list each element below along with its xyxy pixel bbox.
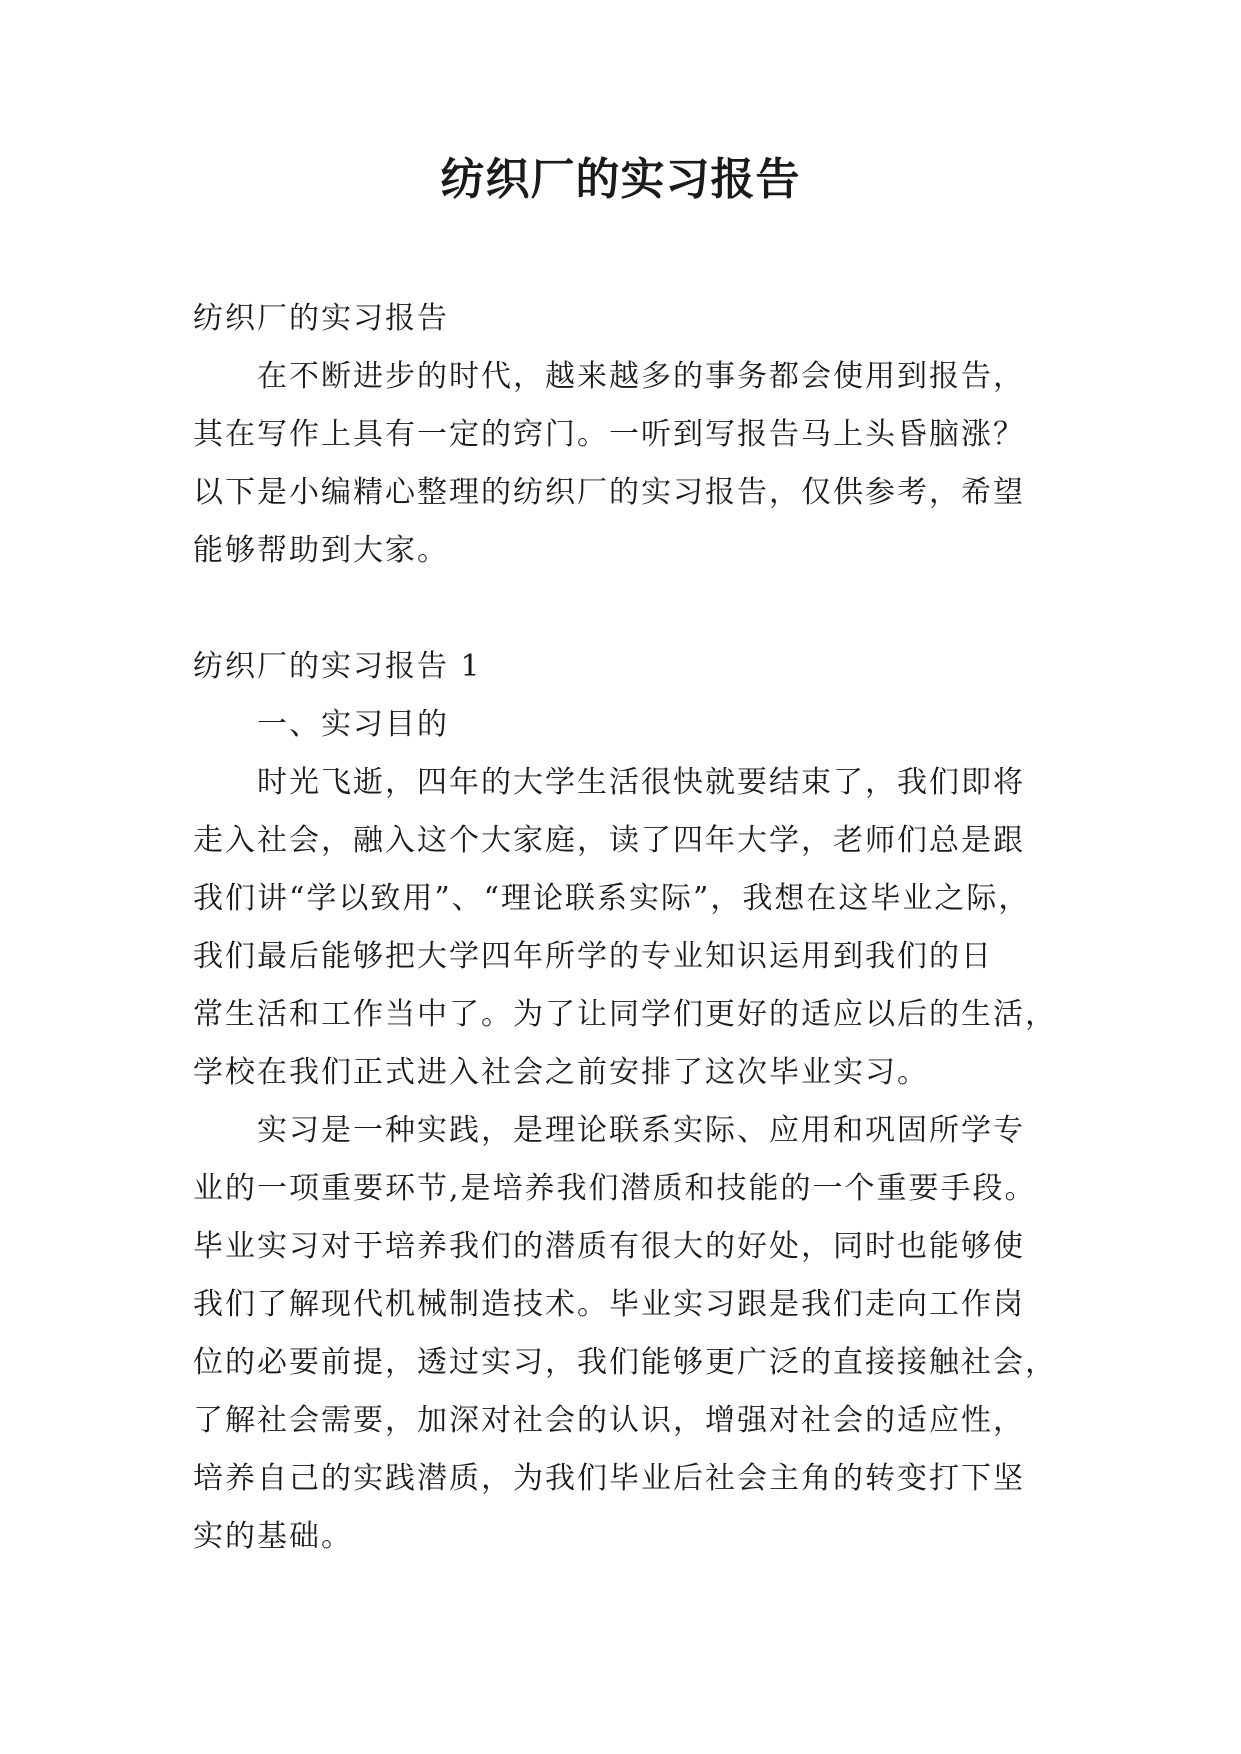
paragraph-line: 其在写作上具有一定的窍门。一听到写报告马上头昏脑涨？	[193, 417, 1025, 452]
section-heading: 纺织厂的实习报告 1	[193, 649, 482, 684]
paragraph-line: 能够帮助到大家。	[193, 533, 449, 568]
paragraph-line: 在不断进步的时代，越来越多的事务都会使用到报告，	[257, 359, 1025, 394]
paragraph-purpose-2	[193, 1102, 1078, 1566]
paragraph-line: 我们了解现代机械制造技术。毕业实习跟是我们走向工作岗	[193, 1287, 1025, 1322]
paragraph-purpose-1	[193, 754, 1078, 1102]
paragraph-line: 走入社会，融入这个大家庭，读了四年大学，老师们总是跟	[193, 823, 1025, 858]
paragraph-line: 我们讲“学以致用”、“理论联系实际”，我想在这毕业之际，	[193, 881, 1031, 916]
blank-line	[193, 580, 1078, 638]
paragraph-line: 业的一项重要环节,是培养我们潜质和技能的一个重要手段。	[193, 1171, 1037, 1206]
document-title: 纺织厂的实习报告	[440, 154, 801, 205]
paragraph-line: 位的必要前提，透过实习，我们能够更广泛的直接接触社会，	[193, 1345, 1057, 1380]
paragraph-line: 学校在我们正式进入社会之前安排了这次毕业实习。	[193, 1055, 929, 1090]
subsection-heading: 一、实习目的	[257, 707, 449, 742]
document-subtitle: 纺织厂的实习报告	[193, 301, 449, 336]
paragraph-line: 培养自己的实践潜质，为我们毕业后社会主角的转变打下坚	[193, 1461, 1025, 1496]
paragraph-line: 了解社会需要，加深对社会的认识，增强对社会的适应性，	[193, 1403, 1025, 1438]
paragraph-line: 以下是小编精心整理的纺织厂的实习报告，仅供参考，希望	[193, 475, 1025, 510]
paragraph-line: 毕业实习对于培养我们的潜质有很大的好处，同时也能够使	[193, 1229, 1025, 1264]
document-body	[193, 290, 1078, 1566]
paragraph-line: 实的基础。	[193, 1519, 353, 1554]
paragraph-line: 常生活和工作当中了。为了让同学们更好的适应以后的生活，	[193, 997, 1057, 1032]
paragraph-line: 我们最后能够把大学四年所学的专业知识运用到我们的日	[193, 939, 993, 974]
paragraph-line: 实习是一种实践，是理论联系实际、应用和巩固所学专	[257, 1113, 1025, 1148]
paragraph-line: 时光飞逝，四年的大学生活很快就要结束了，我们即将	[257, 765, 1025, 800]
intro-paragraph	[193, 348, 1078, 580]
